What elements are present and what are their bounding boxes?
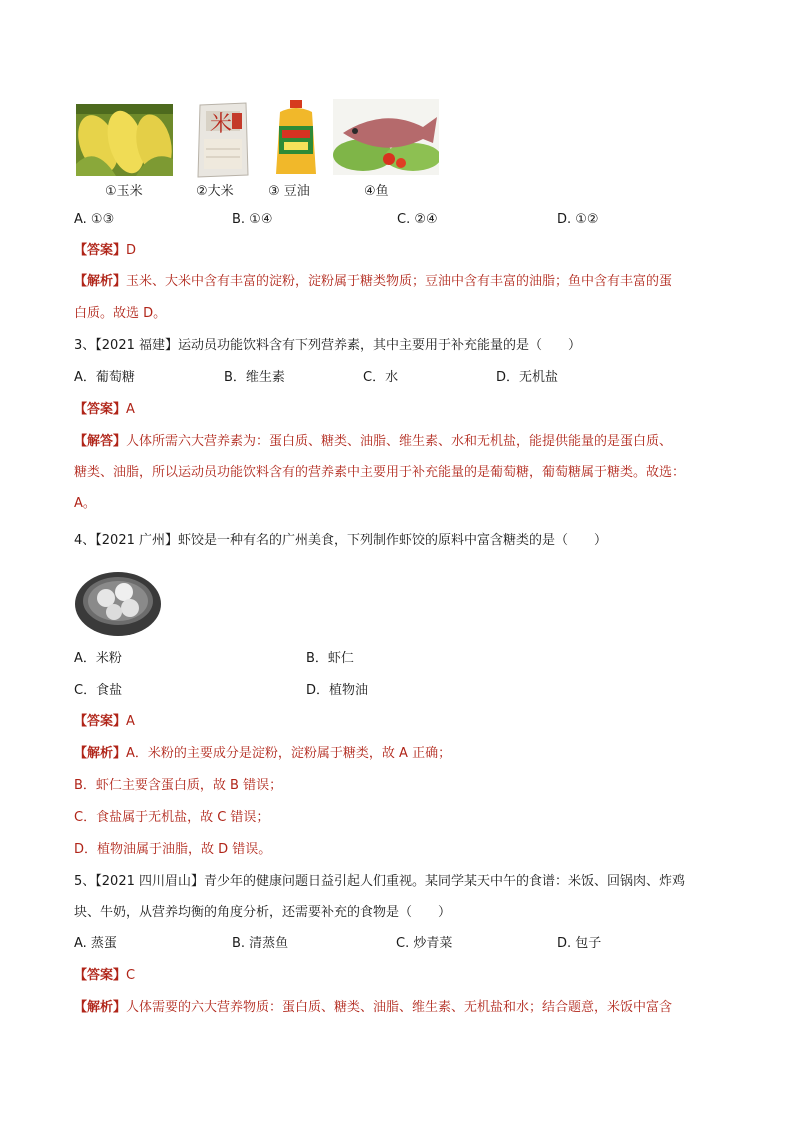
q3-analysis: 【解答】人体所需六大营养素为：蛋白质、糖类、油脂、维生素、水和无机盐，能提供能量的是蛋白质、 xyxy=(74,434,673,449)
image-caption-3: ③ 豆油 xyxy=(268,184,310,199)
fish-photo xyxy=(333,99,439,175)
q3-answer: 【答案】A xyxy=(74,402,135,417)
q3-stem: 3、【2021 福建】运动员功能饮料含有下列营养素，其中主要用于补充能量的是（ ） xyxy=(74,338,581,353)
q4-option-d: D．植物油 xyxy=(306,683,369,698)
q3-option-d: D．无机盐 xyxy=(496,370,559,385)
q5-option-d: D. 包子 xyxy=(557,936,602,951)
image-caption-2: ②大米 xyxy=(196,184,234,199)
q4-option-c: C．食盐 xyxy=(74,683,123,698)
q3-options xyxy=(74,369,654,387)
q2-option-a: A. ①③ xyxy=(74,212,115,227)
q4-answer: 【答案】A xyxy=(74,714,135,729)
q5-stem-cont: 块、牛奶，从营养均衡的角度分析，还需要补充的食物是（ ） xyxy=(74,905,452,920)
q3-option-c: C．水 xyxy=(363,370,399,385)
q4-stem: 4、【2021 广州】虾饺是一种有名的广州美食，下列制作虾饺的原料中富含糖类的是（ ） xyxy=(74,533,607,548)
q4-analysis-c: C．食盐属于无机盐，故 C 错误； xyxy=(74,810,270,825)
q4-options-row-2 xyxy=(74,682,474,700)
q5-stem: 5、【2021 四川眉山】青少年的健康问题日益引起人们重视。某同学某天中午的食谱：米饭、回锅肉、炸鸡 xyxy=(74,874,685,889)
q2-option-b: B. ①④ xyxy=(232,212,273,227)
q5-analysis: 【解析】人体需要的六大营养物质：蛋白质、糖类、油脂、维生素、无机盐和水；结合题意，米饭中富含 xyxy=(74,1000,673,1015)
q2-analysis-cont: 白质。故选 D。 xyxy=(74,306,167,321)
q4-option-a: A．米粉 xyxy=(74,651,122,666)
shrimp-dumpling-photo xyxy=(74,568,162,638)
q5-answer: 【答案】C xyxy=(74,968,136,983)
q2-option-d: D. ①② xyxy=(557,212,599,227)
q3-option-a: A．葡萄糖 xyxy=(74,370,135,385)
image-caption-4: ④鱼 xyxy=(364,184,389,199)
q3-analysis-cont-2: A。 xyxy=(74,496,96,511)
rice-bag-photo xyxy=(194,99,252,179)
q3-analysis-cont: 糖类、油脂，所以运动员功能饮料含有的营养素中主要用于补充能量的是葡萄糖，葡萄糖属于糖类。故选： xyxy=(74,465,686,480)
q3-option-b: B．维生素 xyxy=(224,370,285,385)
image-caption-1: ①玉米 xyxy=(105,184,143,199)
q5-options xyxy=(74,935,654,953)
q4-options-row-1 xyxy=(74,650,474,668)
q5-option-a: A. 蒸蛋 xyxy=(74,936,117,951)
oil-bottle-photo xyxy=(270,98,322,178)
q4-option-b: B．虾仁 xyxy=(306,651,354,666)
svg-text:米: 米 xyxy=(210,112,233,137)
q4-analysis-b: B．虾仁主要含蛋白质，故 B 错误； xyxy=(74,778,283,793)
q2-options xyxy=(74,211,654,229)
q2-analysis: 【解析】玉米、大米中含有丰富的淀粉，淀粉属于糖类物质；豆油中含有丰富的油脂；鱼中含有丰富的蛋 xyxy=(74,274,673,289)
corn-photo xyxy=(76,104,173,176)
q5-option-c: C. 炒青菜 xyxy=(396,936,453,951)
q4-analysis-d: D．植物油属于油脂，故 D 错误。 xyxy=(74,842,272,857)
q4-analysis: 【解析】A．米粉的主要成分是淀粉，淀粉属于糖类，故 A 正确； xyxy=(74,746,452,761)
q2-answer: 【答案】D xyxy=(74,243,137,258)
q5-option-b: B. 清蒸鱼 xyxy=(232,936,289,951)
q2-option-c: C. ②④ xyxy=(397,212,438,227)
